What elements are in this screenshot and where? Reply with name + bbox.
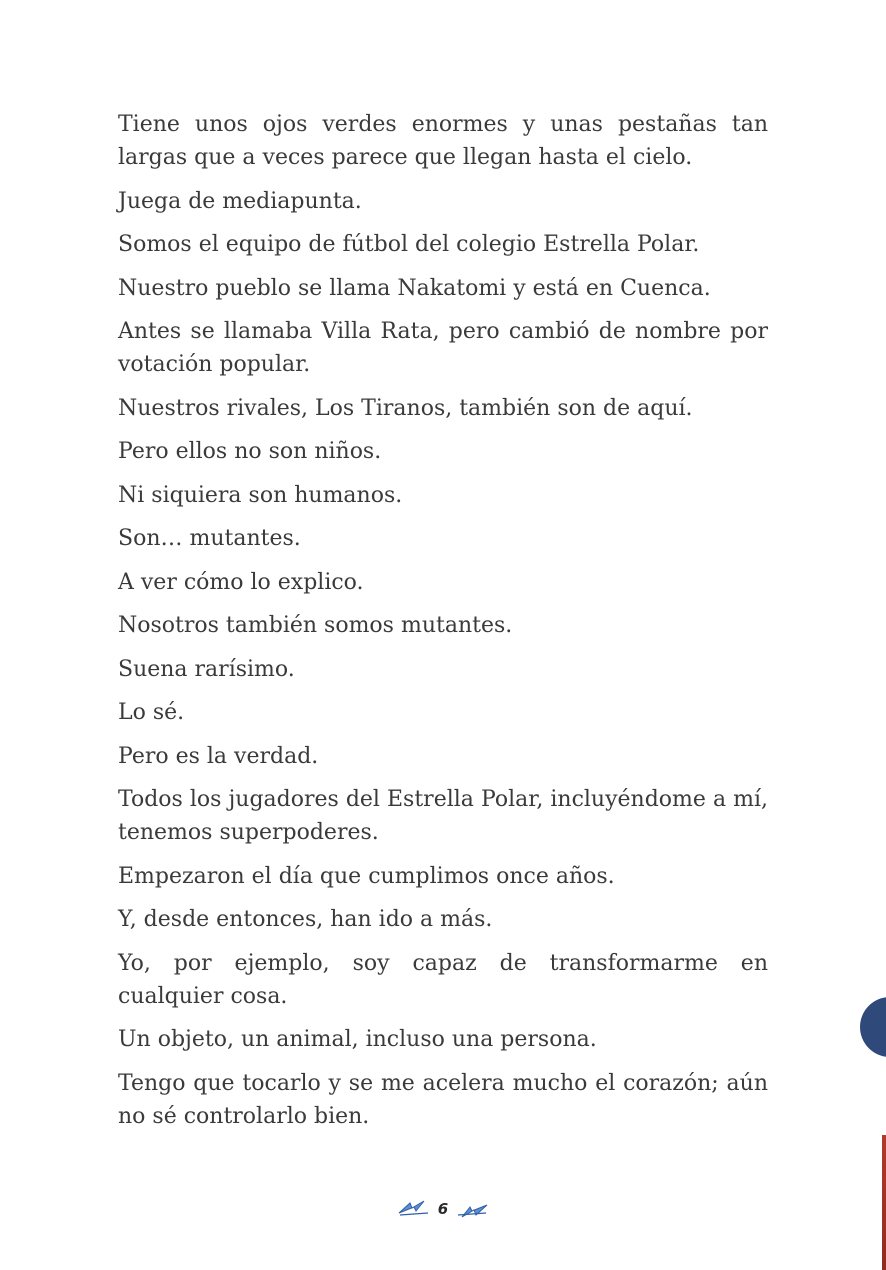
page-number: 6	[437, 1200, 449, 1218]
paragraph-20: Tengo que tocarlo y se me acelera mucho el corazón; aún no sé controlarlo bien.	[118, 1070, 768, 1129]
paragraph-6: Nuestros rivales, Los Tiranos, también son de aquí.	[118, 395, 693, 421]
paragraph-16: Empezaron el día que cumplimos once años.	[118, 863, 615, 889]
page-footer	[0, 1195, 886, 1223]
paragraph-2: Juega de mediapunta.	[118, 188, 362, 214]
body-text	[118, 108, 768, 1143]
paragraph-10: A ver cómo lo explico.	[118, 569, 364, 595]
paragraph-15: Todos los jugadores del Estrella Polar, incluyéndome a mí, tenemos superpoderes.	[118, 787, 768, 845]
paragraph-4: Nuestro pueblo se llama Nakatomi y está en Cuenca.	[118, 275, 711, 301]
paragraph-1: Tiene unos ojos verdes enormes y unas pestañas tan largas que a veces parece que llegan hasta el cielo.	[118, 112, 768, 170]
paragraph-7: Pero ellos no son niños.	[118, 439, 382, 464]
paragraph-11: Nosotros también somos mutantes.	[118, 613, 513, 638]
paragraph-5: Antes se llamaba Villa Rata, pero cambió de nombre por votación popular.	[118, 319, 768, 377]
paragraph-8: Ni siquiera son humanos.	[118, 482, 403, 508]
paragraph-3: Somos el equipo de fútbol del colegio Estrella Polar.	[118, 232, 700, 257]
paragraph-17: Y, desde entonces, han ido a más.	[118, 907, 493, 932]
paragraph-13: Lo sé.	[118, 700, 185, 725]
paragraph-19: Un objeto, un animal, incluso una persona.	[118, 1027, 597, 1052]
lightning-bolt-icon	[398, 1199, 430, 1219]
paragraph-12: Suena rarísimo.	[118, 656, 295, 682]
paragraph-18: Yo, por ejemplo, soy capaz de transformarme en cualquier cosa.	[118, 950, 768, 1009]
paragraph-14: Pero es la verdad.	[118, 743, 319, 769]
paragraph-9: Son… mutantes.	[118, 526, 301, 551]
side-tab-decoration	[860, 997, 886, 1057]
lightning-bolt-icon	[456, 1199, 488, 1219]
